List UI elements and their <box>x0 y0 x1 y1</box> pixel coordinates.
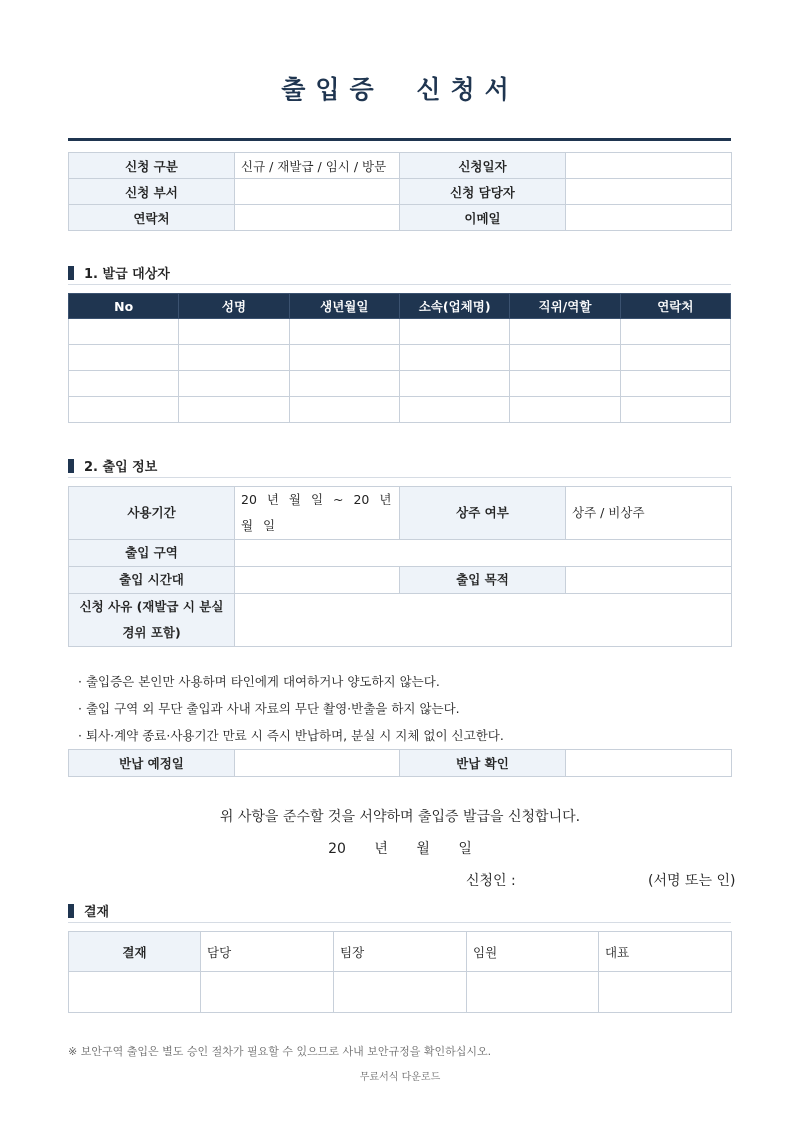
table-cell[interactable] <box>69 345 179 371</box>
section-title: 결재 <box>84 905 110 920</box>
footer-text: 무료서식 다운로드 <box>359 1072 441 1083</box>
return-confirm-field[interactable] <box>566 750 732 777</box>
email-field[interactable] <box>566 205 732 231</box>
table-cell[interactable] <box>179 371 289 397</box>
table-cell[interactable] <box>399 397 509 423</box>
entry-info-table <box>68 486 732 647</box>
column-header: 직위/역할 <box>510 294 620 319</box>
return-table <box>68 749 732 777</box>
contact-field[interactable] <box>235 205 400 231</box>
signing-date: 20 년 월 일 <box>328 841 472 857</box>
table-cell[interactable] <box>399 345 509 371</box>
approval-role: 대표 <box>599 932 732 972</box>
page-title: 출입증 신청서 <box>281 75 519 104</box>
table-cell[interactable] <box>399 319 509 345</box>
approval-sign-cell[interactable] <box>201 972 334 1013</box>
date-field[interactable] <box>566 153 732 179</box>
time-label: 출입 시간대 <box>69 567 235 594</box>
table-cell[interactable] <box>179 319 289 345</box>
reason-label-line2: 경위 포함) <box>122 625 181 640</box>
table-cell[interactable] <box>620 345 730 371</box>
period-value-line2: 월 일 <box>241 518 276 533</box>
table-cell[interactable] <box>69 319 179 345</box>
section-title: 2. 출입 정보 <box>84 460 158 475</box>
table-cell[interactable] <box>69 397 179 423</box>
reason-label <box>69 594 235 647</box>
column-header: No <box>69 294 179 319</box>
section-heading-approval <box>68 901 731 923</box>
section-heading-entry <box>68 456 731 478</box>
table-cell[interactable] <box>510 345 620 371</box>
table-cell[interactable] <box>620 371 730 397</box>
approval-role: 임원 <box>467 932 599 972</box>
section-heading-targets <box>68 263 731 285</box>
pledge-statement: 위 사항을 준수할 것을 서약하며 출입증 발급을 신청합니다. <box>219 809 581 825</box>
table-cell[interactable] <box>510 397 620 423</box>
approval-label: 결재 <box>69 932 201 972</box>
table-cell[interactable] <box>289 371 399 397</box>
zone-field[interactable] <box>235 540 732 567</box>
zone-label: 출입 구역 <box>69 540 235 567</box>
table-row <box>69 397 731 423</box>
dept-label: 신청 부서 <box>69 179 235 205</box>
return-due-field[interactable] <box>235 750 400 777</box>
column-header: 소속(업체명) <box>399 294 509 319</box>
return-due-label: 반납 예정일 <box>69 750 235 777</box>
table-cell[interactable] <box>289 397 399 423</box>
section-title: 1. 발급 대상자 <box>84 267 170 282</box>
return-confirm-label: 반납 확인 <box>400 750 566 777</box>
type-label: 신청 구분 <box>69 153 235 179</box>
applicant-label: 신청인 : <box>466 873 516 889</box>
column-header: 성명 <box>179 294 289 319</box>
purpose-label: 출입 목적 <box>400 567 566 594</box>
approval-sign-cell[interactable] <box>599 972 732 1013</box>
table-cell[interactable] <box>179 397 289 423</box>
table-cell[interactable] <box>510 319 620 345</box>
column-header: 연락처 <box>620 294 730 319</box>
purpose-field[interactable] <box>566 567 732 594</box>
approval-sign-cell[interactable] <box>69 972 201 1013</box>
issue-targets-table <box>68 293 731 423</box>
resident-value[interactable]: 상주 / 비상주 <box>566 487 732 540</box>
table-cell[interactable] <box>510 371 620 397</box>
title-divider <box>68 138 731 141</box>
rule-item: · 퇴사·계약 종료·사용기간 만료 시 즉시 반납하며, 분실 시 지체 없이 신고한다. <box>78 728 504 743</box>
email-label: 이메일 <box>400 205 566 231</box>
period-label: 사용기간 <box>69 487 235 540</box>
approval-table <box>68 931 732 1013</box>
section-marker <box>68 459 74 473</box>
rule-item: · 출입 구역 외 무단 출입과 사내 자료의 무단 촬영·반출을 하지 않는다. <box>78 701 460 716</box>
approval-role: 담당 <box>201 932 334 972</box>
period-field[interactable] <box>235 487 400 540</box>
time-field[interactable] <box>235 567 400 594</box>
table-cell[interactable] <box>399 371 509 397</box>
section-marker <box>68 266 74 280</box>
reason-label-line1: 신청 사유 (재발급 시 분실 <box>79 599 224 614</box>
table-cell[interactable] <box>289 345 399 371</box>
column-header: 생년월일 <box>289 294 399 319</box>
type-value[interactable]: 신규 / 재발급 / 임시 / 방문 <box>235 153 400 179</box>
approval-role: 팀장 <box>334 932 467 972</box>
date-label: 신청일자 <box>400 153 566 179</box>
section-marker <box>68 904 74 918</box>
rule-item: · 출입증은 본인만 사용하며 타인에게 대여하거나 양도하지 않는다. <box>78 674 440 689</box>
manager-label: 신청 담당자 <box>400 179 566 205</box>
table-cell[interactable] <box>179 345 289 371</box>
application-info-table <box>68 152 732 231</box>
signature-hint: (서명 또는 인) <box>648 873 736 889</box>
resident-label: 상주 여부 <box>400 487 566 540</box>
table-row <box>69 345 731 371</box>
footnote: ※ 보안구역 출입은 별도 승인 절차가 필요할 수 있으므로 사내 보안규정을 확인하십시오. <box>68 1045 492 1058</box>
approval-sign-cell[interactable] <box>467 972 599 1013</box>
reason-field[interactable] <box>235 594 732 647</box>
table-cell[interactable] <box>620 397 730 423</box>
contact-label: 연락처 <box>69 205 235 231</box>
table-row <box>69 371 731 397</box>
table-cell[interactable] <box>620 319 730 345</box>
approval-sign-cell[interactable] <box>334 972 467 1013</box>
dept-field[interactable] <box>235 179 400 205</box>
period-value-line1: 20 년 월 일 ~ 20 년 <box>241 492 392 507</box>
manager-field[interactable] <box>566 179 732 205</box>
table-cell[interactable] <box>289 319 399 345</box>
table-row <box>69 319 731 345</box>
table-cell[interactable] <box>69 371 179 397</box>
rules-list <box>78 668 504 749</box>
